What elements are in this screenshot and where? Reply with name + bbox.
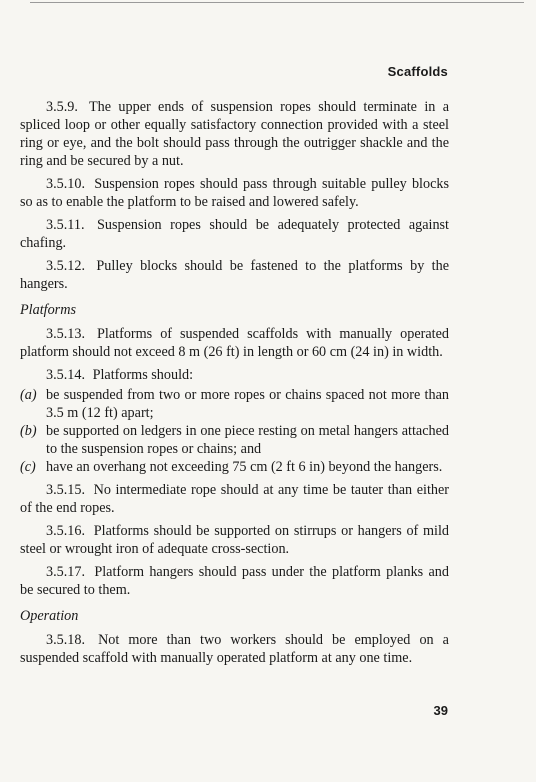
list-marker: (a) [20, 387, 37, 403]
running-header: Scaffolds [387, 64, 448, 79]
paragraph-number: 3.5.12. [46, 258, 86, 274]
paragraph-number: 3.5.14. [46, 367, 86, 383]
paragraph-number: 3.5.10. [46, 176, 86, 192]
list-item-b [20, 422, 449, 458]
paragraph-text: Platforms should: [92, 367, 194, 383]
paragraph-3-5-9 [20, 98, 449, 170]
paragraph-number: 3.5.18. [46, 632, 86, 648]
paragraph-3-5-11 [20, 216, 449, 252]
paragraph-3-5-18 [20, 631, 449, 667]
paragraph-text: Platform hangers should pass under the platform planks and be secured to them. [20, 564, 449, 598]
list-text: be suspended from two or more ropes or chains spaced not more than 3.5 m (12 ft) apart; [46, 387, 449, 421]
list-marker: (c) [20, 459, 36, 475]
list-item-a [20, 386, 449, 422]
paragraph-text: The upper ends of suspension ropes should terminate in a spliced loop or other equally satisfactory connection provided with a steel ring or eye, and the bolt should pass through the outrigger shackle and the ring and be secured by a nut. [20, 99, 449, 169]
paragraph-3-5-17 [20, 563, 449, 599]
paragraph-3-5-15 [20, 481, 449, 517]
paragraph-text: Suspension ropes should pass through suitable pulley blocks so as to enable the platform to be raised and lowered safely. [20, 176, 449, 210]
list-text: be supported on ledgers in one piece resting on metal hangers attached to the suspension ropes or chains; and [46, 423, 449, 457]
paragraph-number: 3.5.17. [46, 564, 86, 580]
paragraph-text: Suspension ropes should be adequately protected against chafing. [20, 217, 449, 251]
list-marker: (b) [20, 423, 37, 439]
paragraph-3-5-16 [20, 522, 449, 558]
paragraph-text: Platforms of suspended scaffolds with manually operated platform should not exceed 8 m (26 ft) in length or 60 cm (24 in) in width. [20, 326, 449, 360]
paragraph-3-5-12 [20, 257, 449, 293]
paragraph-number: 3.5.9. [46, 99, 78, 115]
paragraph-number: 3.5.16. [46, 523, 86, 539]
top-rule [30, 2, 524, 3]
paragraph-text: Not more than two workers should be employed on a suspended scaffold with manually operated platform at any one time. [20, 632, 449, 666]
paragraph-number: 3.5.11. [46, 217, 85, 233]
list-item-c [20, 458, 449, 476]
paragraph-3-5-10 [20, 175, 449, 211]
section-heading-platforms: Platforms [20, 302, 76, 318]
paragraph-text: Platforms should be supported on stirrups or hangers of mild steel or wrought iron of adequate cross-section. [20, 523, 450, 557]
paragraph-number: 3.5.15. [46, 482, 86, 498]
paragraph-text: Pulley blocks should be fastened to the platforms by the hangers. [20, 258, 450, 292]
paragraph-number: 3.5.13. [46, 326, 86, 342]
list-text: have an overhang not exceeding 75 cm (2 ft 6 in) beyond the hangers. [46, 459, 443, 475]
section-heading-operation: Operation [20, 608, 79, 624]
page-number: 39 [433, 703, 448, 718]
page-body [20, 98, 449, 672]
paragraph-text: No intermediate rope should at any time be tauter than either of the end ropes. [20, 482, 449, 516]
paragraph-3-5-14 [20, 366, 449, 384]
paragraph-3-5-13 [20, 325, 449, 361]
